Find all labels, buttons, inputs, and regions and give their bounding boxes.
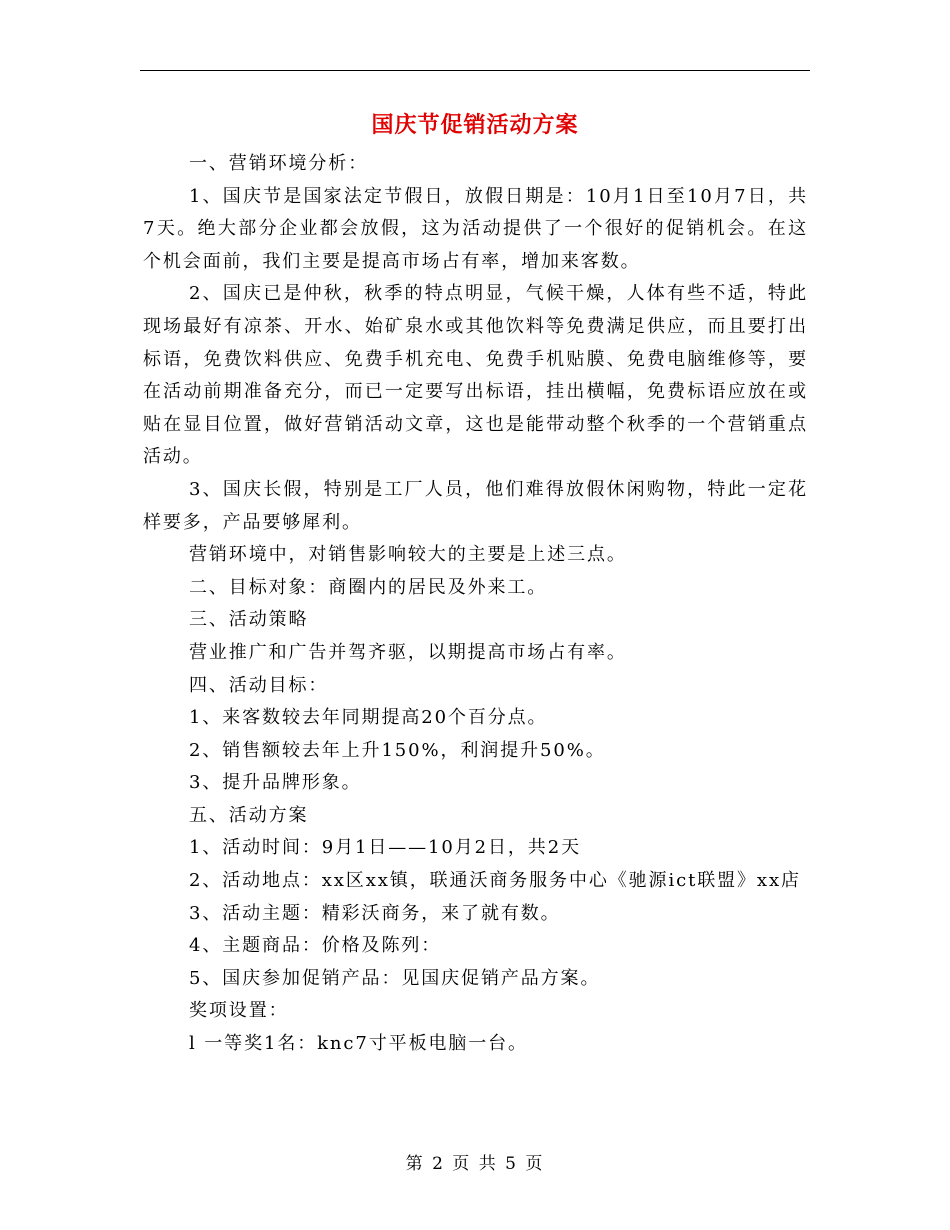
document-title: 国庆节促销活动方案 — [371, 112, 579, 138]
paragraph-environment-summary: 营销环境中，对销售影响较大的主要是上述三点。 — [189, 544, 627, 566]
paragraph-strategy: 营业推广和广告并驾齐驱，以期提高市场占有率。 — [189, 641, 627, 663]
paragraph-prize-heading: 奖项设置： — [189, 1000, 289, 1022]
header-rule — [140, 70, 810, 71]
paragraph-autumn-climate: 2、国庆已是仲秋，秋季的特点明显，气候干燥，人体有些不适，特此现场最好有凉茶、开水、始矿泉水或其他饮料等免费满足供应，而且要打出标语，免费饮料供应、免费手机充电、免费手机贴膜、免费电脑维修等，要在活动前期准备充分，而已一定要写出标语，挂出横幅，免费标语应放在或贴在显目位置，做好营销活动文章，这也是能带动整个秋季的一个营销重点活动。 — [143, 283, 808, 468]
paragraph-target-audience: 二、目标对象：商圈内的居民及外来工。 — [189, 576, 548, 598]
paragraph-section-4-heading: 四、活动目标： — [189, 674, 329, 696]
paragraph-long-holiday: 3、国庆长假，特别是工厂人员，他们难得放假休闲购物，特此一定花样要多，产品要够犀利。 — [143, 478, 808, 533]
paragraph-goal-sales: 2、销售额较去年上升150%，利润提升50%。 — [189, 739, 606, 761]
paragraph-section-5-heading: 五、活动方案 — [189, 804, 309, 826]
document-body — [143, 148, 808, 1061]
paragraph-event-theme: 3、活动主题：精彩沃商务，来了就有数。 — [189, 902, 561, 924]
paragraph-first-prize: l 一等奖1名：knc7寸平板电脑一台。 — [189, 1033, 528, 1055]
paragraph-goal-customers: 1、来客数较去年同期提高20个百分点。 — [189, 707, 548, 729]
paragraph-section-1-heading: 一、营销环境分析： — [189, 153, 369, 174]
paragraph-promo-products: 5、国庆参加促销产品：见国庆促销产品方案。 — [189, 967, 601, 989]
paragraph-event-time: 1、活动时间：9月1日——10月2日，共2天 — [189, 837, 581, 859]
paragraph-goal-brand: 3、提升品牌形象。 — [189, 772, 362, 794]
page-number: 第 2 页 共 5 页 — [405, 1154, 545, 1174]
paragraph-theme-products: 4、主题商品：价格及陈列： — [189, 935, 442, 957]
paragraph-holiday-dates: 1、国庆节是国家法定节假日，放假日期是：10月1日至10月7日，共7天。绝大部分企业都会放假，这为活动提供了一个很好的促销机会。在这个机会面前，我们主要是提高市场占有率，增加来客数。 — [143, 185, 808, 272]
paragraph-section-3-heading: 三、活动策略 — [189, 609, 309, 631]
paragraph-event-location: 2、活动地点：xx区xx镇，联通沃商务服务中心《驰源ict联盟》xx店 — [189, 870, 801, 892]
